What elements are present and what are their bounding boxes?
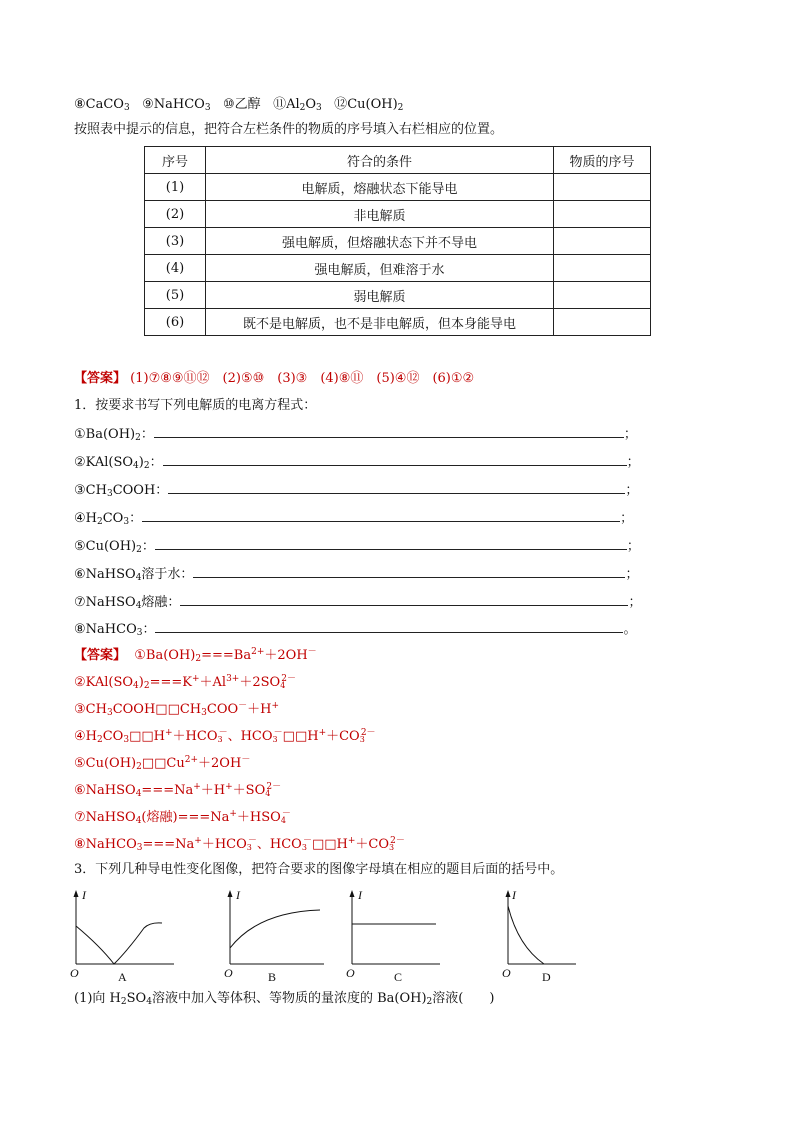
row-condition: 电解质，熔融状态下能导电 — [206, 174, 554, 201]
row-index: (2) — [145, 201, 206, 228]
answer-2-eq-4: $④H_2CO_3□□H^++HCO_3^-$、$HCO_3^-□□H^++CO_3^{2-}$ — [74, 728, 376, 745]
graph-letter: A — [118, 970, 127, 984]
origin-label: O — [346, 966, 355, 980]
table-row — [145, 174, 651, 201]
conditions-table — [144, 146, 651, 336]
answer-blank[interactable] — [163, 454, 627, 466]
axis-label: I — [82, 888, 86, 902]
graph-letter: B — [268, 970, 277, 984]
question-3-title: 3．下列几种导电性变化图像，把符合要求的图像字母填在相应的题目后面的括号中。 — [74, 862, 564, 877]
row-index: (6) — [145, 309, 206, 336]
table-row — [145, 255, 651, 282]
intro-substance-list: ⑧CaCO$_3$ ⑨NaHCO$_3$ ⑩乙醇 $⑪Al_2O_3$ $⑫Cu(OH)_2$ — [74, 97, 404, 113]
graph-letter: C — [394, 970, 403, 984]
table-row — [145, 201, 651, 228]
instruction-text: 按照表中提示的信息，把符合左栏条件的物质的序号填入右栏相应的位置。 — [74, 122, 504, 137]
question-1-title: 1．按要求书写下列电解质的电离方程式： — [74, 398, 317, 413]
row-answer-cell[interactable] — [554, 309, 651, 336]
row-condition: 强电解质，但难溶于水 — [206, 255, 554, 282]
graph-b[interactable] — [224, 890, 334, 990]
answer-label: 【答案】 — [74, 648, 127, 663]
row-condition: 强电解质，但熔融状态下并不导电 — [206, 228, 554, 255]
axis-label: I — [512, 888, 516, 902]
row-answer-cell[interactable] — [554, 201, 651, 228]
header-index: 序号 — [145, 147, 206, 174]
table-header-row — [145, 147, 651, 174]
row-answer-cell[interactable] — [554, 255, 651, 282]
row-answer-cell[interactable] — [554, 174, 651, 201]
q1-item-4: $④H_2CO_3$： ； — [74, 511, 634, 527]
graph-c[interactable] — [344, 890, 454, 990]
table-row — [145, 228, 651, 255]
answer-1 — [74, 371, 474, 387]
question-3-sub-1: (1)向 $H_2SO_4$溶液中加入等体积、等物质的量浓度的 $Ba(OH)_2$溶液( ) — [74, 991, 495, 1007]
axis-label: I — [236, 888, 240, 902]
row-index: (3) — [145, 228, 206, 255]
graph-a[interactable] — [70, 890, 180, 990]
row-index: (5) — [145, 282, 206, 309]
answer-blank[interactable] — [155, 621, 623, 633]
answer-2-eq-3: $③CH_3COOH□□CH_3COO^-+H^+$ — [74, 701, 280, 718]
row-index: (4) — [145, 255, 206, 282]
answer-blank[interactable] — [180, 594, 628, 606]
answer-label: 【答案】 — [74, 371, 127, 386]
row-answer-cell[interactable] — [554, 228, 651, 255]
answer-blank[interactable] — [168, 482, 625, 494]
q1-item-5: $⑤Cu(OH)_2$： ； — [74, 539, 640, 555]
table-row — [145, 282, 651, 309]
axis-label: I — [358, 888, 362, 902]
row-index: (1) — [145, 174, 206, 201]
q1-item-1: $①Ba(OH)_2$： ； — [74, 427, 637, 443]
answer-blank[interactable] — [193, 566, 625, 578]
answer-blank[interactable] — [155, 538, 627, 550]
row-condition: 既不是电解质，也不是非电解质，但本身能导电 — [206, 309, 554, 336]
row-condition: 弱电解质 — [206, 282, 554, 309]
answer-blank[interactable] — [154, 426, 624, 438]
header-condition: 符合的条件 — [206, 147, 554, 174]
answer-2-eq-5: $⑤Cu(OH)_2□□Cu^{2+}+2OH^-$ — [74, 755, 251, 772]
table-row — [145, 309, 651, 336]
q1-item-7: ⑦NaHSO$_4$熔融： ； — [74, 595, 642, 611]
answer-2-eq-6: $⑥NaHSO_4===Na^++H^++SO_4^{2-}$ — [74, 782, 282, 799]
answer-2-eq-1: 【答案】 $①Ba(OH)_2===Ba^{2+}+2OH^-$ — [74, 647, 317, 664]
row-condition: 非电解质 — [206, 201, 554, 228]
graph-a-plot — [70, 890, 180, 970]
q1-item-8: ⑧NaHCO$_3$： 。 — [74, 622, 637, 638]
origin-label: O — [224, 966, 233, 980]
row-answer-cell[interactable] — [554, 282, 651, 309]
q1-item-2: $②KAl(SO_4)_2$： ； — [74, 455, 640, 471]
graph-letter: D — [542, 970, 551, 984]
origin-label: O — [502, 966, 511, 980]
answer-text: (1)⑦⑧⑨⑪⑫ (2)⑤⑩ (3)③ (4)⑧⑪ (5)④⑫ (6)①② — [130, 371, 475, 386]
answer-2-eq-7: ⑦NaHSO$_4$(熔融)$===Na^++HSO_4^-$ — [74, 809, 291, 826]
answer-2-eq-2: $②KAl(SO_4)_2===K^++Al^{3+}+2SO_4^{2-}$ — [74, 674, 297, 691]
graph-d[interactable] — [500, 890, 590, 990]
graph-b-plot — [224, 890, 334, 970]
header-substance: 物质的序号 — [554, 147, 651, 174]
origin-label: O — [70, 966, 79, 980]
answer-2-eq-8: $⑧NaHCO_3===Na^++HCO_3^-$、$HCO_3^-□□H^++CO_3^{2-}$ — [74, 836, 405, 853]
answer-blank[interactable] — [142, 510, 620, 522]
q1-item-3: $③CH_3COOH$： ； — [74, 483, 639, 499]
q1-item-6: ⑥NaHSO$_4$溶于水： ； — [74, 567, 639, 583]
